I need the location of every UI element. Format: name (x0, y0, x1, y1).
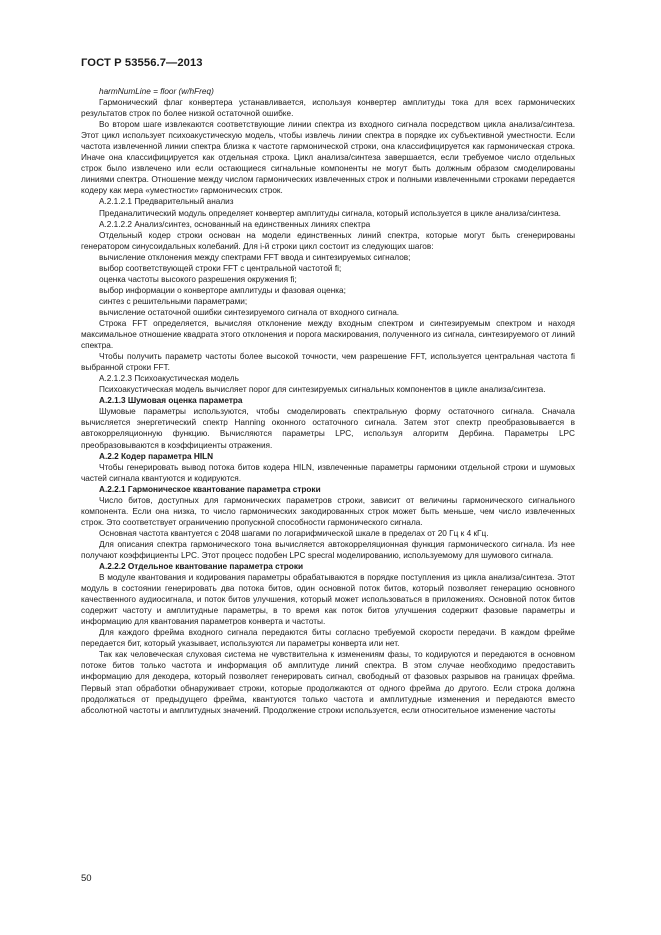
paragraph: Чтобы генерировать вывод потока битов кодера HILN, извлеченные параметры гармоники отдельной строки и шумовых частей сигнала квантуются и кодируются. (81, 462, 575, 483)
subsection-title: A.2.1.2.3 Психоакустическая модель (99, 374, 239, 384)
paragraph: Шумовые параметры используются, чтобы смоделировать спектральную форму остаточного сигнала. Сначала вычисляется энергетический спектр Hanning оконного остаточного сигнала. Затем этот спектр преобразовывается в автокорреляционную функцию. Вычисляются параметры LPC, используя алгоритм Дербина. Параметры LPC преобразовываются в коэффициенты отражения. (81, 407, 575, 450)
section-heading: A.2.2.2 Отдельное квантование параметра строки (99, 562, 304, 572)
paragraph: Отдельный кодер строки основан на модели единственных линий спектра, которые могут быть сгенерированы генератором синусоидальных колебаний. Для i-й строки цикл состоит из следующих шагов: (81, 230, 575, 251)
page-header: ГОСТ Р 53556.7—2013 (81, 57, 203, 69)
paragraph: Так как человеческая слуховая система не чувствительна к изменениям фазы, то кодируются и передаются в основном потоке битов только частота и информация об амплитуде линий спектра. В этом случае необходимо предоставить информацию для декодера, который позволяет генерировать сигнал, свободный от фазовых разрывов на границах фрейма. Первый этап обработки обнаруживает строки, которые продолжаются от одного фрейма до другого. Если строка должна продолжаться от предыдущего фрейма, квантуются только частота и амплитудные изменения и передаются вместо абсолютной частоты и амплитудных значений. Продолжение строки используется, если относительное изменение частоты (81, 650, 575, 715)
paragraph: Основная частота квантуется с 2048 шагами по логарифмической шкале в пределах от 20 Гц к 4 кГц. (99, 528, 489, 538)
page-number: 50 (81, 873, 92, 884)
section-heading: A.2.1.3 Шумовая оценка параметра (99, 396, 243, 406)
list-item: выбор соответствующей строки FFT с центральной частотой fi; (99, 263, 342, 273)
paragraph: Для каждого фрейма входного сигнала передаются биты согласно требуемой скорости передачи. В каждом фрейме передается бит, который указывает, используются ли параметры конверта или нет. (81, 628, 575, 649)
formula: harmNumLine = floor (w/hFreq) (99, 87, 214, 96)
paragraph: Число битов, доступных для гармонических параметров строки, зависит от величины гармонического сигнального компонента. Если она низка, то число гармонических закодированных строк может быть меньше, чем число извлеченных строк. Это соответствует ограничению пропускной способности гармонического сигнала. (81, 495, 575, 527)
subsection-title: A.2.1.2.2 Анализ/синтез, основанный на единственных линиях спектра (99, 219, 371, 229)
section-heading: A.2.2.1 Гармоническое квантование параметра строки (99, 484, 321, 494)
paragraph: Для описания спектра гармонического тона вычисляется автокорреляционная функция гармонического сигнала. Из нее получают коэффициенты LPC. Этот процесс подобен LPC specral моделированию, используемому для шумового сигнала. (81, 539, 575, 560)
paragraph: Строка FFT определяется, вычисляя отклонение между входным спектром и синтезируемым спектром и находя максимальное отношение квадрата этого отклонения и порога маскирования, полученного из сигнала, синтезируемого от линий спектра. (81, 318, 575, 351)
paragraph: В модуле квантования и кодирования параметры обрабатываются в порядке поступления из цикла анализа/синтеза. Этот модуль в состоянии генерировать два потока битов, один основной поток битов, который позволяет генерацию основного качественного аудиосигнала, и поток битов улучшения, который может использоваться в приложениях. Основной поток битов содержит частоту и амплитудные параметры, в то время как поток битов улучшения содержит фазовые параметры и информацию для квантования параметров конверта и частоты. (81, 573, 575, 627)
paragraph: Во втором шаге извлекаются соответствующие линии спектра из входного сигнала посредством цикла анализа/синтеза. Этот цикл использует психоакустическую модель, чтобы извлечь линии спектра в порядке их субъективной уместности. Если частота извлеченной линии спектра близка к частоте гармонической строки, она классифицируется как гармоническая строка. Иначе она классифицируется как отдельная строка. Цикл анализа/синтеза завершается, если требуемое число отдельных строк было извлечено или если остающиеся сигнальные компоненты не могут быть должным образом смоделированы линиями спектра. Отношение между числом гармонических извлеченных строк и полными извлеченными строками передается кодеру как мера «уместности» гармонических строк. (81, 120, 575, 196)
document-body (81, 86, 575, 716)
list-item: вычисление отклонения между спектрами FFT ввода и синтезируемых сигналов; (99, 252, 411, 262)
paragraph: Чтобы получить параметр частоты более высокой точности, чем разрешение FFT, используется центральная частота fi выбранной строки FFT. (81, 352, 575, 373)
paragraph: Гармонический флаг конвертера устанавливается, используя конвертер амплитуды тока для всех гармонических результатов строк по более низкой остаточной ошибке. (81, 98, 575, 119)
list-item: оценка частоты высокого разрешения окружения fi; (99, 274, 297, 284)
section-heading: A.2.2 Кодер параметра HILN (99, 451, 214, 461)
paragraph: Преданалитический модуль определяет конвертер амплитуды сигнала, который используется в цикле анализа/синтеза. (99, 208, 561, 218)
list-item: выбор информации о конверторе амплитуды и фазовая оценка; (99, 285, 346, 295)
list-item: синтез с решительными параметрами; (99, 296, 248, 306)
subsection-title: A.2.1.2.1 Предварительный анализ (99, 197, 234, 207)
paragraph: Психоакустическая модель вычисляет порог для синтезируемых сигнальных компонентов в цикле анализа/синтеза. (99, 385, 546, 395)
list-item: вычисление остаточной ошибки синтезируемого сигнала от входного сигнала. (99, 307, 400, 317)
